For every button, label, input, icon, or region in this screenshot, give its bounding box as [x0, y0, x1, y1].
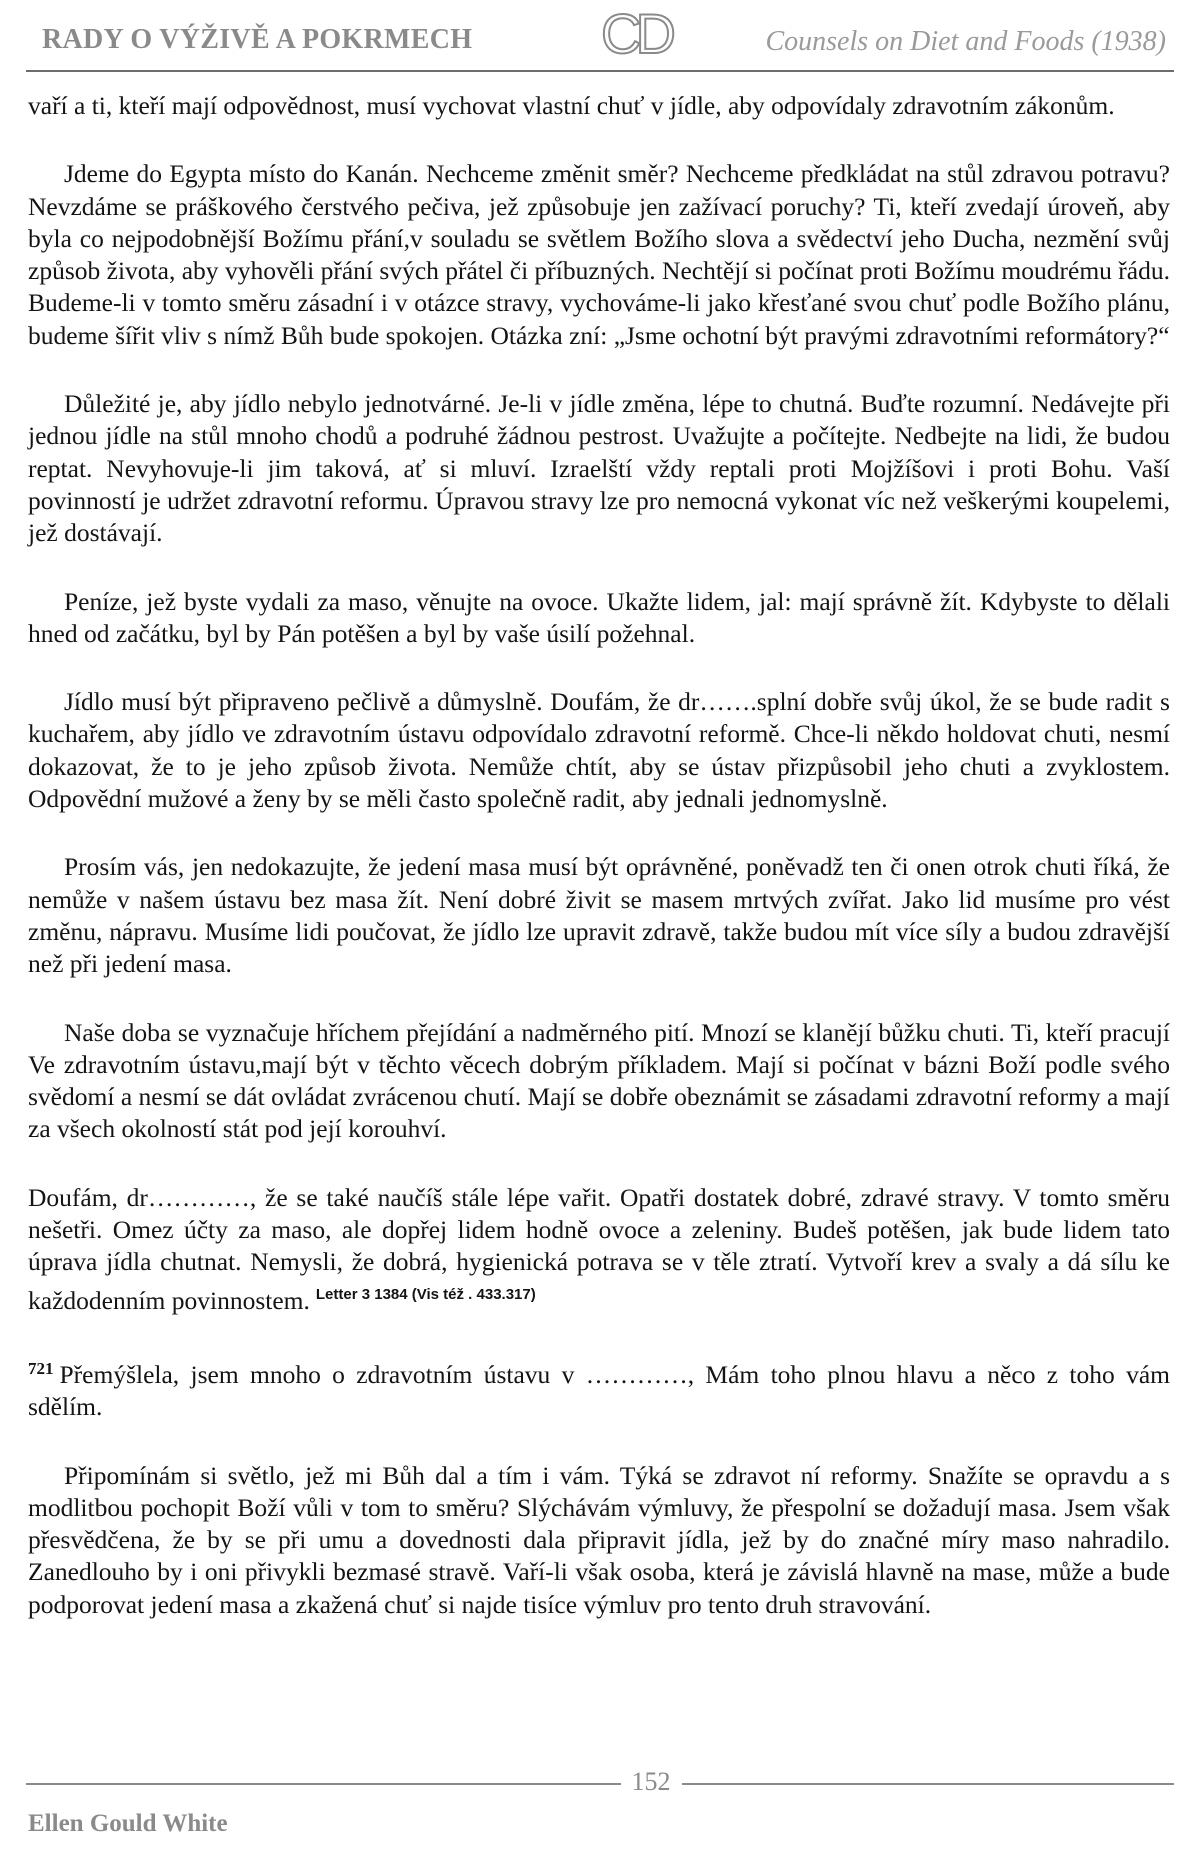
paragraph-text: Jídlo musí být připraveno pečlivě a důmyslně. Doufám, že dr…….splní dobře svůj úkol, že se bude radit s kuchařem, aby jídlo ve zdravotním ústavu odpovídalo zdravotní reformě. Chce-li někdo holdovat chuti, nesmí dokazovat, že to je jeho způsob života. Nemůže chtít, aby se ústav přizpůsobil jeho chuti a zvyklostem. Odpovědní mužové a ženy by se měli často společně radit, aby jednali jednomyslně.: [28, 687, 1170, 814]
paragraph-text: Peníze, jež byste vydali za maso, věnujte na ovoce. Ukažte lidem, jal: mají správně žít. Kdybyste to dělali hned od začátku, byl by Pán potěšen a byl by vaše úsilí požehnal.: [28, 586, 1170, 648]
paragraph-text: Přemýšlela, jsem mnoho o zdravotním ústavu v …………, Mám toho plnou hlavu a něco z toho vám sdělím.: [28, 1359, 1170, 1422]
page-body: [28, 90, 1170, 1657]
paragraph-text: Doufám, dr…………, že se také naučíš stále lépe vařit. Opatři dostatek dobré, zdravé stravy. V tomto směru nešetři. Omez účty za maso, ale dopřej lidem hodně ovoce a zeleniny. Budeš potěšen, jak bude lidem tato úprava jídla chutnat. Nemysli, že dobrá, hygienická potrava se v těle ztratí. Vytvoří krev a svaly a dá sílu ke každodenním povinnostem.: [28, 1182, 1170, 1315]
paragraph-continuation: [28, 90, 1170, 122]
paragraph-text: Připomínám si světlo, jež mi Bůh dal a tím i vám. Týká se zdravot ní reformy. Snažíte se opravdu a s modlitbou pochopit Boží vůli v tom to směru? Slýchávám výmluvy, že přespolní se dožadují masa. Jsem však přesvědčena, že by se při umu a dovednosti dala připravit jídla, jež by do značné míry maso nahradilo. Zanedlouho by i oni přivykli bezmasé stravě. Vaří-li však osoba, která je závislá hlavně na mase, může a bude podporovat jedení masa a zkažená chuť si najde tisíce výmluv pro tento druh stravování.: [28, 1460, 1170, 1619]
page-header: [26, 2, 1174, 72]
paragraph-text: vaří a ti, kteří mají odpovědnost, musí vychovat vlastní chuť v jídle, aby odpovídaly zdravotním zákonům.: [28, 91, 1115, 120]
paragraph-text: Jdeme do Egypta místo do Kanán. Nechceme změnit směr? Nechceme předkládat na stůl zdravou potravu? Nevzdáme se práškového čerstvého pečiva, jež způsobuje jen zažívací poruchy? Ti, kteří zvedají úroveň, aby byla co nejpodobnější Božímu přání,v souladu se světlem Božího slova a svědectví jeho Ducha, nezmění svůj způsob života, aby vyhověli přání svých přátel či příbuzných. Nechtějí si počínat proti Božímu moudrému řádu. Budeme-li v tomto směru zásadní i v otázce stravy, vychováme-li jako křesťané svou chuť podle Božího plánu, budeme šířit vliv s nímž Bůh bude spokojen. Otázka zní: „Jsme ochotní být pravými zdravotními reformátory?“: [28, 159, 1170, 350]
paragraph: [28, 1460, 1170, 1621]
paragraph: [28, 158, 1170, 352]
header-title-english: Counsels on Diet and Foods (1938): [765, 26, 1166, 57]
paragraph: [28, 1182, 1170, 1317]
paragraph-text: Prosím vás, jen nedokazujte, že jedení masa musí být oprávněné, poněvadž ten či onen otrok chuti říká, že nemůže v našem ústavu bez masa žít. Není dobré živit se masem mrtvých zvířat. Jako lid musíme pro vést změnu, nápravu. Musíme lidi poučovat, že jídlo lze upravit zdravě, takže budou mít více síly a budou zdravější než při jedení masa.: [28, 852, 1170, 979]
footer-rule-right: [682, 1783, 1174, 1785]
numbered-paragraph: [28, 1353, 1170, 1424]
paragraph: [28, 851, 1170, 980]
paragraph: [28, 1017, 1170, 1146]
page-number: 152: [631, 1767, 671, 1796]
footer-author: Ellen Gould White: [28, 1810, 228, 1837]
paragraph-number: 721: [28, 1358, 54, 1378]
header-title-czech: RADY O VÝŽIVĚ A POKRMECH: [42, 24, 473, 55]
paragraph: [28, 388, 1170, 549]
footer-rule-left: [26, 1783, 621, 1785]
cd-logo: CD: [601, 2, 670, 65]
paragraph-text: Naše doba se vyznačuje hříchem přejídání a nadměrného pití. Mnozí se klanějí bůžku chuti. Ti, kteří pracují Ve zdravotním ústavu,mají být v těchto věcech dobrým příkladem. Mají si počínat v bázni Boží podle svého svědomí a nesmí se dát ovládat zvrácenou chutí. Mají se dobře obeznámit se zásadami zdravotní reformy a mají za všech okolností stát pod její korouhví.: [28, 1017, 1170, 1144]
paragraph: [28, 686, 1170, 815]
paragraph-text: Důležité je, aby jídlo nebylo jednotvárné. Je-li v jídle změna, lépe to chutná. Buďte rozumní. Nedávejte při jednou jídle na stůl mnoho chodů a podruhé žádnou pestrost. Uvažujte a počítejte. Nedbejte na lidi, že budou reptat. Nevyhovuje-li jim taková, ať si mluví. Izraelští vždy reptali proti Mojžíšovi i proti Bohu. Vaší povinností je udržet zdravotní reformu. Úpravou stravy lze pro nemocná vykonat víc než veškerými koupelemi, jež dostávají.: [28, 389, 1170, 548]
paragraph: [28, 586, 1170, 651]
letter-reference: Letter 3 1384 (Vis též . 433.317): [315, 1285, 536, 1303]
